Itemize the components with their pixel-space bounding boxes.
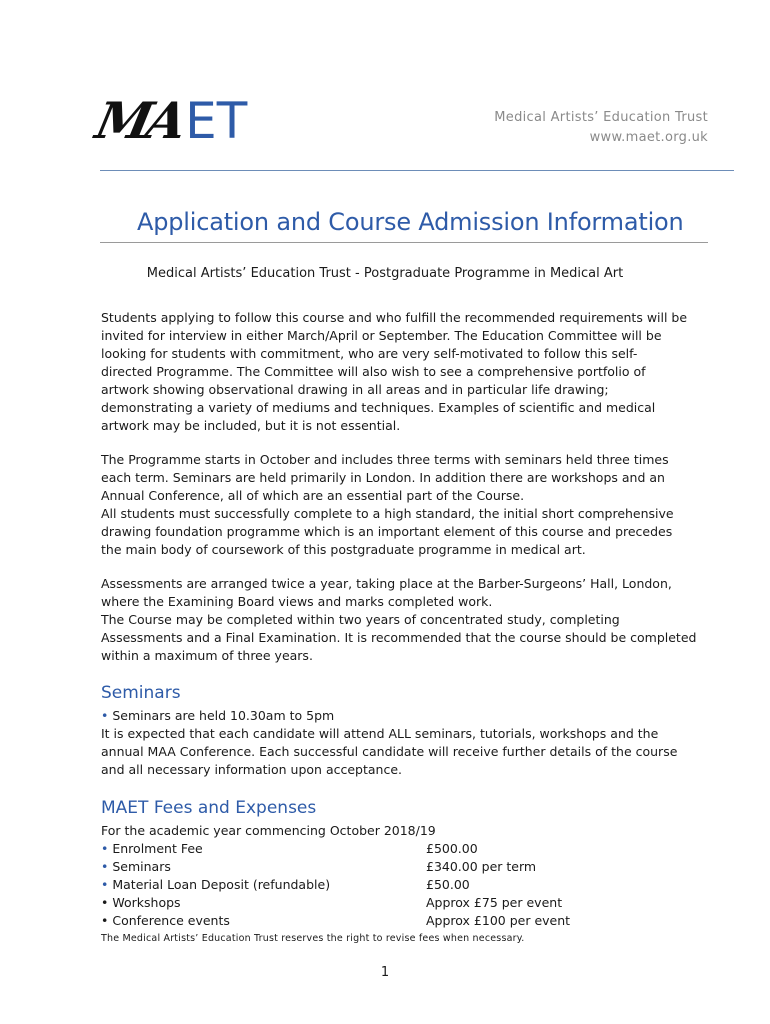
title-underline [100,242,708,243]
text-line: within a maximum of three years. [101,648,313,663]
text-line: artwork may be included, but it is not essential. [101,418,401,433]
page-number: 1 [380,965,390,980]
fee-amount: £50.00 [426,877,470,892]
page-subtitle: Medical Artists’ Education Trust - Postgraduate Programme in Medical Art [146,266,624,281]
text-line: where the Examining Board views and marks completed work. [101,594,493,609]
seminars-bullet-item [101,707,711,725]
fee-name: Conference events [112,913,230,928]
text-line: the main body of coursework of this postgraduate programme in medical art. [101,542,586,557]
bullet-icon: • [101,913,109,928]
fee-name: Material Loan Deposit (refundable) [112,877,331,892]
maet-logo [90,91,248,150]
text-line: annual MAA Conference. Each successful candidate will receive further details of the course [101,744,678,759]
text-line: All students must successfully complete to a high standard, the initial short comprehensive [101,506,674,521]
bullet-icon: • [101,841,109,856]
fee-amount: £340.00 per term [426,859,537,874]
fees-heading: MAET Fees and Expenses [101,798,317,818]
logo-script: MA [90,91,188,150]
text-line: artwork showing observational drawing in all areas and in particular life drawing; [101,382,609,397]
fee-amount: Approx £75 per event [426,895,563,910]
text-line: It is expected that each candidate will attend ALL seminars, tutorials, workshops and the [101,726,659,741]
logo-et: ET [185,92,248,150]
text-line: Students applying to follow this course and who fulfill the recommended requirements will be [101,310,688,325]
bullet-icon: • [101,859,109,874]
fee-row [101,840,711,858]
text-line: demonstrating a variety of mediums and techniques. Examples of scientific and medical [101,400,656,415]
text-line: each term. Seminars are held primarily in London. In addition there are workshops and an [101,470,665,485]
fee-name: Seminars [112,859,171,874]
fee-row [101,858,711,876]
seminars-heading: Seminars [101,683,181,703]
seminars-section [101,707,711,779]
header-divider [100,170,734,171]
org-name: Medical Artists’ Education Trust [494,110,708,125]
paragraph-assessments [101,575,711,665]
fee-amount: Approx £100 per event [426,913,571,928]
text-line: Assessments and a Final Examination. It is recommended that the course should be completed [101,630,697,645]
fee-row [101,912,711,930]
text-line: invited for interview in either March/April or September. The Education Committee will be [101,328,662,343]
text-line: and all necessary information upon acceptance. [101,762,403,777]
fees-intro: For the academic year commencing October 2018/19 [101,823,436,838]
fee-row [101,894,711,912]
website-link[interactable]: www.maet.org.uk [589,130,708,145]
bullet-icon: • [101,895,109,910]
text-line: Annual Conference, all of which are an essential part of the Course. [101,488,525,503]
fee-name: Workshops [112,895,181,910]
text-line: directed Programme. The Committee will also wish to see a comprehensive portfolio of [101,364,646,379]
paragraph-admission [101,309,711,435]
text-line: drawing foundation programme which is an important element of this course and precedes [101,524,673,539]
paragraph-programme [101,451,711,559]
document-body [101,309,711,779]
page-title: Application and Course Admission Information [137,208,684,236]
bullet-icon: • [101,877,109,892]
text-line: The Programme starts in October and includes three terms with seminars held three times [101,452,669,467]
fee-amount: £500.00 [426,841,478,856]
header-info [494,108,708,148]
text-line: Assessments are arranged twice a year, taking place at the Barber-Surgeons’ Hall, London, [101,576,672,591]
fees-section [101,796,711,948]
seminars-bullet-text: Seminars are held 10.30am to 5pm [112,708,335,723]
fee-name: Enrolment Fee [112,841,203,856]
bullet-icon: • [101,708,109,723]
fees-footnote: The Medical Artists’ Education Trust reserves the right to revise fees when necessary. [101,933,525,944]
text-line: looking for students with commitment, who are very self-motivated to follow this self- [101,346,638,361]
fee-row [101,876,711,894]
text-line: The Course may be completed within two years of concentrated study, completing [101,612,620,627]
